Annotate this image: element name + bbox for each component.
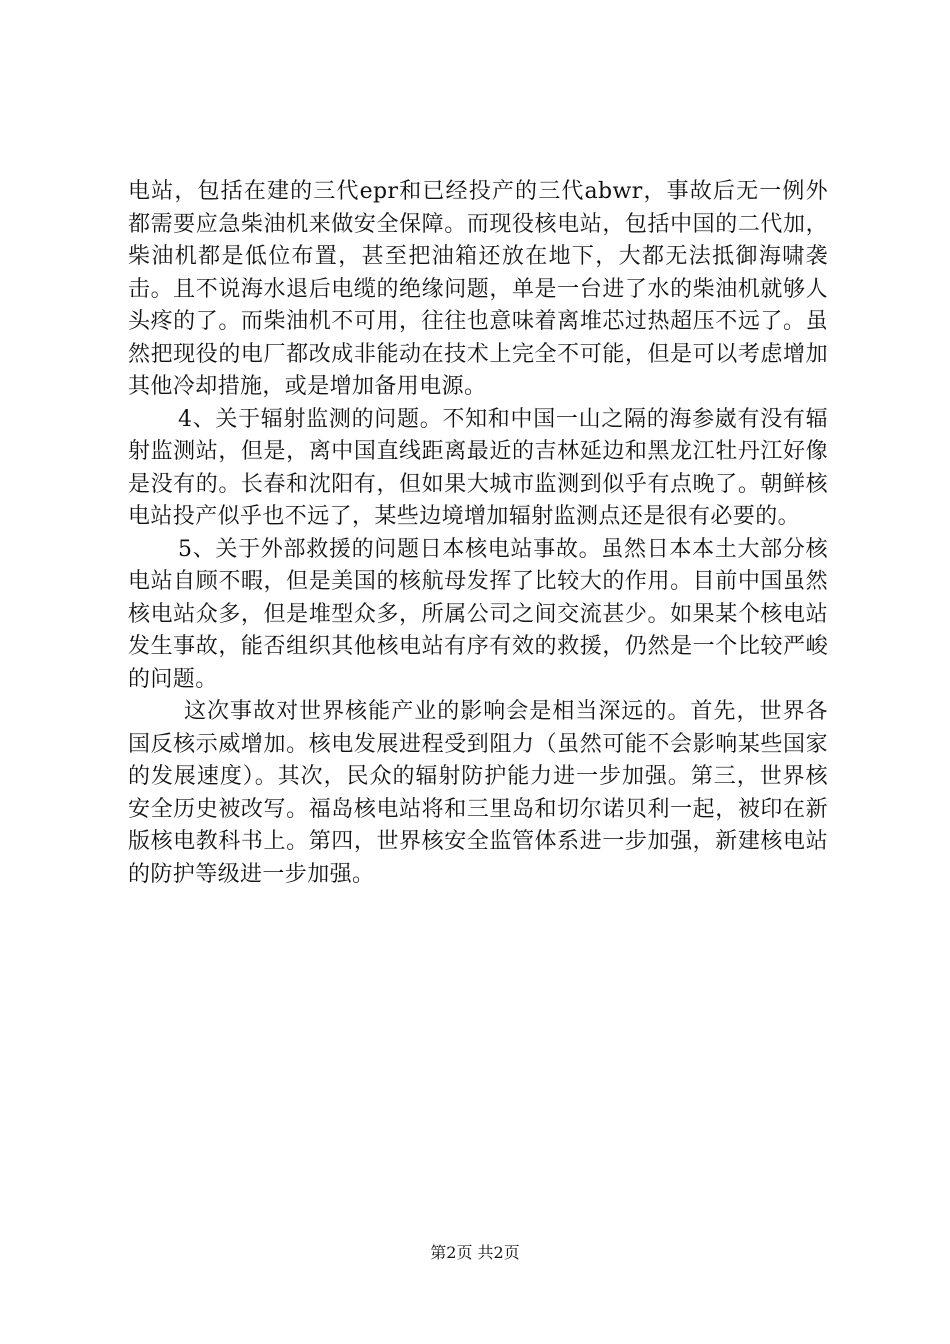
paragraph-conclusion: 这次事故对世界核能产业的影响会是相当深远的。首先，世界各国反核示威增加。核电发展进程受到阻力（虽然可能不会影响某些国家的发展速度）。其次，民众的辐射防护能力进一步加强。第三，世界核安全历史被改写。福岛核电站将和三里岛和切尔诺贝利一起，被印在新版核电教科书上。第四，世界核安全监管体系进一步加强，新建核电站的防护等级进一步加强。 [128, 699, 828, 887]
page-footer: 第2页 共2页 [430, 1243, 520, 1262]
paragraph-external-rescue: 5、关于外部救援的问题日本核电站事故。虽然日本本土大部分核电站自顾不暇，但是美国的核航母发挥了比较大的作用。目前中国虽然核电站众多，但是堆型众多，所属公司之间交流甚少。如果某个核电站发生事故，能否组织其他核电站有序有效的救援，仍然是一个比较严峻的问题。 [128, 536, 828, 692]
paragraph-continued: 电站，包括在建的三代epr和已经投产的三代abwr，事故后无一例外都需要应急柴油机来做安全保障。而现役核电站，包括中国的二代加，柴油机都是低位布置，甚至把油箱还放在地下，大都无法抵御海啸袭击。且不说海水退后电缆的绝缘问题，单是一台进了水的柴油机就够人头疼的了。而柴油机不可用，往往也意味着离堆芯过热超压不远了。虽然把现役的电厂都改成非能动在技术上完全不可能，但是可以考虑增加其他冷却措施，或是增加备用电源。 [128, 179, 828, 399]
paragraph-radiation-monitoring: 4、关于辐射监测的问题。不知和中国一山之隔的海参崴有没有辐射监测站，但是，离中国直线距离最近的吉林延边和黑龙江牡丹江好像是没有的。长春和沈阳有，但如果大城市监测到似乎有点晚了。朝鲜核电站投产似乎也不远了，某些边境增加辐射监测点还是很有必要的。 [128, 406, 828, 529]
document-body [128, 176, 828, 891]
